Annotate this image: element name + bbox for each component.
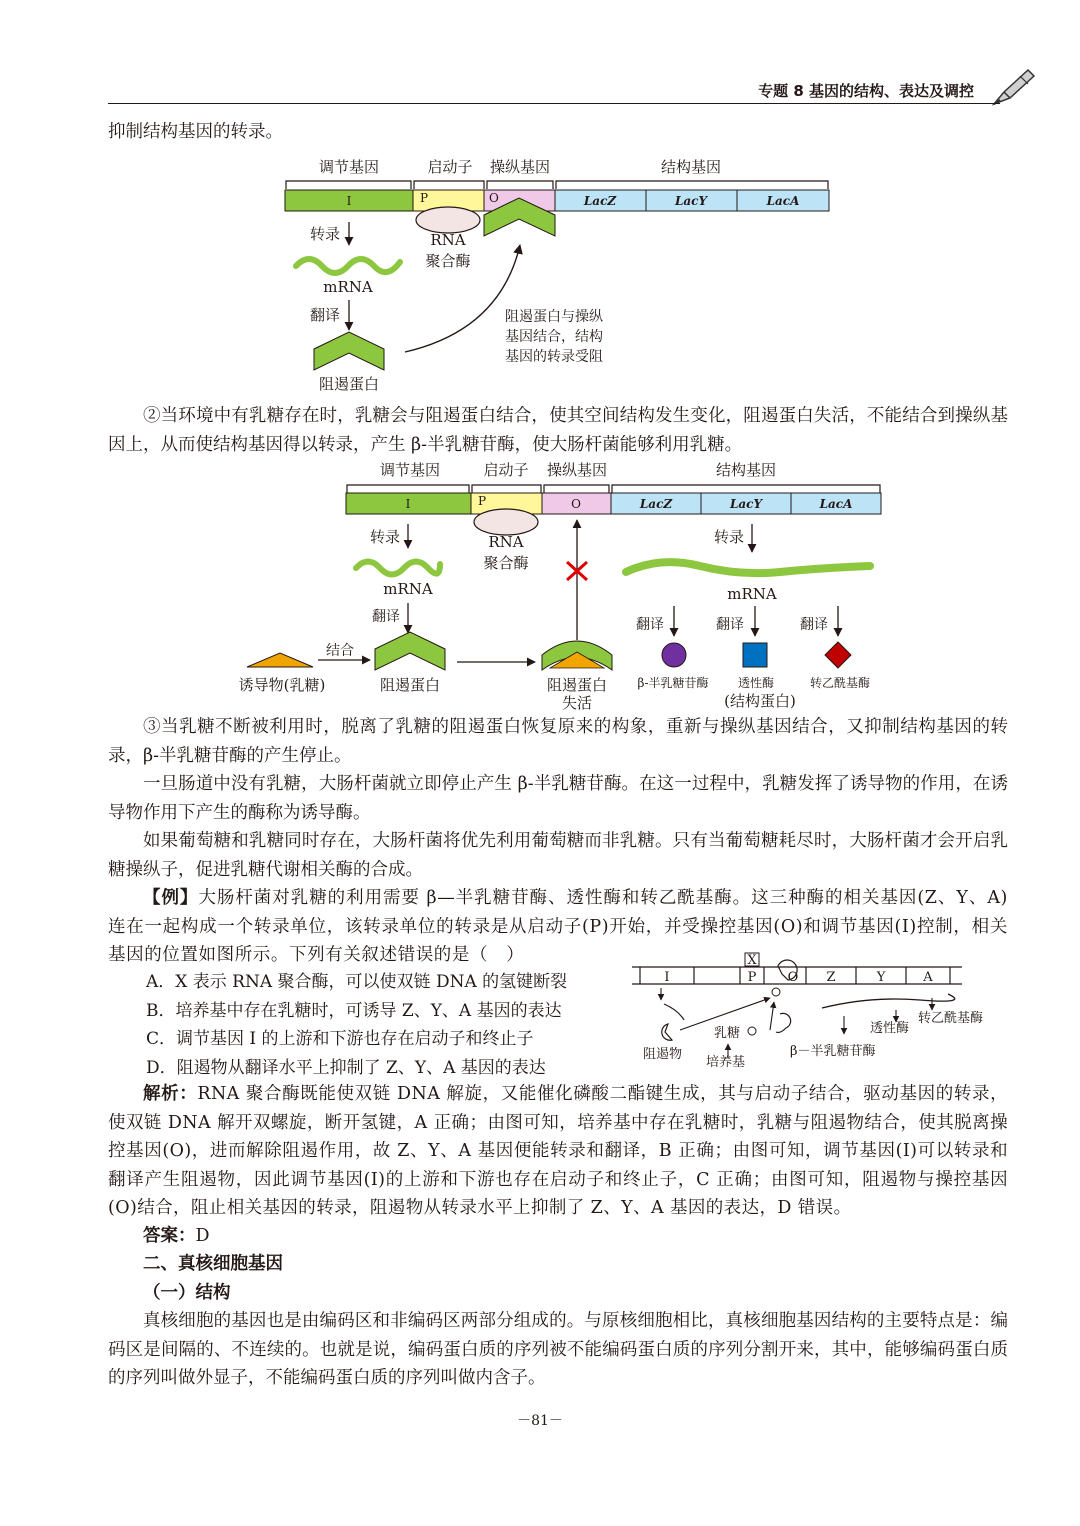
section-heading: 二、真核细胞基因 bbox=[143, 1254, 283, 1274]
label-structural-genes: 结构基因 bbox=[660, 158, 722, 176]
paragraph-lactose-used: ③当乳糖不断被利用时，脱离了乳糖的阻遏蛋白恢复原来的构象，重新与操纵基因结合，又抑制结构基因的转录，β-半乳糖苷酶的产生停止。 bbox=[108, 717, 1008, 766]
fig-repressor: 阻遏物 bbox=[643, 1047, 683, 1062]
gene-lacZ: LacZ bbox=[583, 194, 617, 208]
fig-I: I bbox=[664, 970, 670, 985]
fig-galactosidase: β－半乳糖苷酶 bbox=[790, 1044, 876, 1059]
fig-Z: Z bbox=[826, 970, 836, 985]
label-transcription-right: 转录 bbox=[714, 528, 745, 546]
label-transcription-left: 转录 bbox=[370, 528, 401, 546]
gene-I: I bbox=[346, 194, 352, 208]
label-rna: RNA bbox=[430, 231, 466, 249]
label-promoter-2: 启动子 bbox=[483, 461, 529, 479]
label-operator: 操纵基因 bbox=[489, 158, 551, 176]
label-mrna-right: mRNA bbox=[727, 585, 777, 603]
page-number: －81－ bbox=[517, 1413, 563, 1429]
fig-Y: Y bbox=[876, 970, 886, 985]
fig-X: X bbox=[747, 953, 757, 968]
label-regulator-gene-2: 调节基因 bbox=[379, 461, 441, 479]
answer-value: D bbox=[195, 1226, 210, 1246]
label-regulator-gene: 调节基因 bbox=[318, 158, 380, 176]
label-repressor-2: 阻遏蛋白 bbox=[379, 676, 441, 694]
label-mrna: mRNA bbox=[323, 278, 373, 296]
label-polymerase-2: 聚合酶 bbox=[483, 554, 529, 572]
label-operator-2: 操纵基因 bbox=[546, 461, 608, 479]
fig-permease: 透性酶 bbox=[870, 1021, 910, 1036]
label-structural-protein: (结构蛋白) bbox=[724, 692, 796, 710]
paragraph-lactose-present: ②当环境中有乳糖存在时，乳糖会与阻遏蛋白结合，使其空间结构发生变化，阻遏蛋白失活，不能结合到操纵基因上，从而使结构基因得以转录，产生 β-半乳糖苷酶，使大肠杆菌能够利用乳糖。 bbox=[108, 406, 1008, 455]
label-inducer: 诱导物(乳糖) bbox=[238, 676, 326, 694]
gene-I-2: I bbox=[405, 497, 411, 511]
gene-lacA: LacA bbox=[766, 194, 800, 208]
gene-P: P bbox=[420, 191, 429, 205]
label-translation: 翻译 bbox=[310, 306, 341, 324]
gene-lacZ-2: LacZ bbox=[639, 497, 673, 511]
label-bind: 结合 bbox=[326, 643, 354, 659]
label-translation-1: 翻译 bbox=[636, 617, 664, 633]
note-line-2: 基因结合，结构 bbox=[505, 329, 603, 345]
answer bbox=[108, 1222, 1008, 1251]
fig-O: O bbox=[787, 970, 799, 985]
paragraph-inducer: 一旦肠道中没有乳糖，大肠杆菌就立即停止产生 β-半乳糖苷酶。在这一过程中，乳糖发挥了诱导物的作用，在诱导物作用下产生的酶称为诱导酶。 bbox=[108, 774, 1008, 823]
label-transcription: 转录 bbox=[310, 225, 341, 243]
paragraph-glucose: 如果葡萄糖和乳糖同时存在，大肠杆菌将优先利用葡萄糖而非乳糖。只有当葡萄糖耗尽时，大肠杆菌才会开启乳糖操纵子，促进乳糖代谢相关酶的合成。 bbox=[108, 831, 1008, 880]
label-enzyme-transacetylase: 转乙酰基酶 bbox=[809, 676, 871, 690]
page-header-title: 专题 8 基因的结构、表达及调控 bbox=[758, 82, 974, 100]
option-d: D．阻遏物从翻译水平上抑制了 Z、Y、A 基因的表达 bbox=[146, 1057, 546, 1078]
label-polymerase: 聚合酶 bbox=[425, 252, 471, 270]
label-translation-3: 翻译 bbox=[800, 617, 828, 633]
label-inactive-1: 阻遏蛋白 bbox=[546, 676, 608, 694]
label-translation-left: 翻译 bbox=[372, 609, 400, 625]
label-repressor: 阻遏蛋白 bbox=[318, 375, 380, 393]
subsection-heading: （一）结构 bbox=[143, 1283, 231, 1303]
fig-lactose: 乳糖 bbox=[714, 1026, 741, 1041]
gene-lacY: LacY bbox=[674, 194, 708, 208]
answer-label: 答案： bbox=[143, 1226, 196, 1246]
analysis-label: 解析： bbox=[143, 1084, 198, 1104]
analysis-text: RNA 聚合酶既能使双链 DNA 解旋，又能催化磷酸二酯键生成，其与启动子结合，驱动基因的转录，使双链 DNA 解开双螺旋，断开氢键，A 正确；由图可知，培养基中存在乳糖时，乳糖与阻遏物结合，使其脱离操控基因(O)，进而解除阻遏作用，故 Z、Y、A 基因便能转录和翻译，B 正确；由图可知，调节基因(I)可以转录和翻译产生阻遏物，因此调节基因(I)的上游和下游也存在启动子和终止子，C 正确；由图可知，阻遏物与操控基因(O)结合，阻止相关基因的转录，阻遏物从转录水平上抑制了 Z、Y、A 基因的表达，D 错误。 bbox=[108, 1084, 1008, 1218]
gene-O-2: O bbox=[571, 497, 581, 511]
fig-medium: 培养基 bbox=[706, 1055, 746, 1070]
gene-lacA-2: LacA bbox=[819, 497, 853, 511]
fig-P: P bbox=[747, 970, 757, 985]
option-a: A．X 表示 RNA 聚合酶，可以使双链 DNA 的氢键断裂 bbox=[146, 972, 568, 992]
label-enzyme-permease: 透性酶 bbox=[737, 676, 775, 690]
label-structural-genes-2: 结构基因 bbox=[715, 461, 777, 479]
example-tag: 【例】 bbox=[143, 888, 199, 908]
option-b: B．培养基中存在乳糖时，可诱导 Z、Y、A 基因的表达 bbox=[146, 1000, 562, 1021]
paragraph-eukaryote: 真核细胞的基因也是由编码区和非编码区两部分组成的。与原核细胞相比，真核细胞基因结构的主要特点是：编码区是间隔的、不连续的。也就是说，编码蛋白质的序列被不能编码蛋白质的序列分割开来，其中，能够编码蛋白质的序列叫做外显子，不能编码蛋白质的序列叫做内含子。 bbox=[108, 1311, 1008, 1388]
label-translation-2: 翻译 bbox=[716, 617, 744, 633]
label-rna-2: RNA bbox=[488, 533, 524, 551]
fig-A: A bbox=[923, 970, 933, 985]
label-mrna-left: mRNA bbox=[383, 580, 433, 598]
label-inactive-2: 失活 bbox=[561, 694, 593, 712]
label-enzyme-galactosidase: β-半乳糖苷酶 bbox=[637, 676, 709, 690]
note-line-1: 阻遏蛋白与操纵 bbox=[505, 309, 603, 325]
gene-P-2: P bbox=[478, 494, 487, 508]
gene-O: O bbox=[489, 191, 499, 205]
note-line-3: 基因的转录受阻 bbox=[505, 349, 603, 365]
option-c: C．调节基因 I 的上游和下游也存在启动子和终止子 bbox=[146, 1029, 534, 1049]
gene-lacY-2: LacY bbox=[729, 497, 763, 511]
analysis bbox=[108, 1080, 1008, 1223]
fig-transacetylase: 转乙酰基酶 bbox=[918, 1011, 984, 1026]
label-promoter: 启动子 bbox=[427, 158, 473, 176]
example-stem-text: 大肠杆菌对乳糖的利用需要 β—半乳糖苷酶、透性酶和转乙酰基酶。这三种酶的相关基因(Z、Y、A)连在一起构成一个转录单位，该转录单位的转录是从启动子(P)开始，并受操控基因(O)和调节基因(I)控制，相关基因的位置如图所示。下列有关叙述错误的是（ ） bbox=[108, 888, 1008, 965]
paragraph-top: 抑制结构基因的转录。 bbox=[108, 122, 283, 142]
